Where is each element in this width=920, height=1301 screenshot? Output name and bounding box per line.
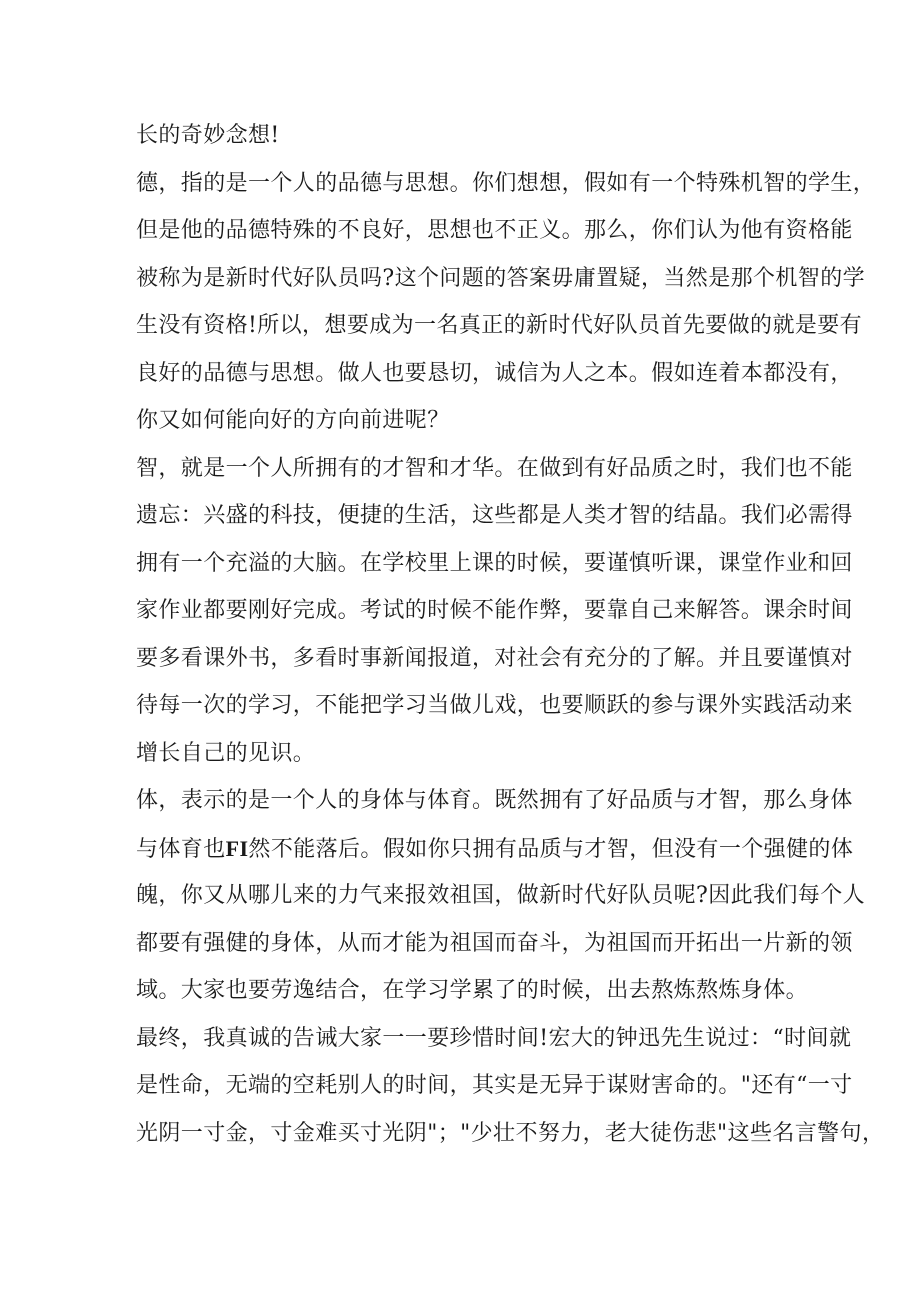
text-line: 待每一次的学习，不能把学习当做儿戏，也要顺跃的参与课外实践活动来 bbox=[136, 693, 853, 718]
text-line: 家作业都要刚好完成。考试的时候不能作弊，要靠自己来解答。课余时间 bbox=[136, 598, 853, 623]
paragraph-zhi bbox=[136, 445, 853, 778]
text-segment: 然不能落后。假如你只拥有品质与才智，但没有一个强健的体 bbox=[248, 836, 854, 862]
text-line: 拥有一个充溢的大脑。在学校里上课的时候，要谨慎听课，课堂作业和回 bbox=[136, 550, 853, 576]
text-line: 德，指的是一个人的品德与思想。你们想想，假如有一个特殊机智的学生， bbox=[136, 170, 876, 196]
text-line: 良好的品德与思想。做人也要恳切，诚信为人之本。假如连着本都没有， bbox=[136, 360, 853, 386]
paragraph-ti bbox=[136, 777, 865, 1015]
text-line: 生没有资格!所以，想要成为一名真正的新时代好队员首先要做的就是要有 bbox=[136, 313, 863, 338]
paragraph-zuizhong bbox=[136, 1015, 885, 1158]
document-body bbox=[136, 112, 885, 1157]
text-line: 增长自己的见识。 bbox=[136, 740, 316, 766]
text-line: 光阴一寸金，寸金难买寸光阴"；"少壮不努力，老大徒伤悲"这些名言警句， bbox=[136, 1120, 885, 1146]
text-segment: 与体育也 bbox=[136, 836, 226, 862]
text-line: 但是他的品德特殊的不良好，思想也不正义。那么，你们认为他有资格能 bbox=[136, 218, 853, 243]
text-line: 体，表示的是一个人的身体与体育。既然拥有了好品质与才智，那么身体 bbox=[136, 788, 853, 813]
text-line: 被称为是新时代好队员吗?这个问题的答案毋庸置疑，当然是那个机智的学 bbox=[136, 265, 865, 291]
paragraph-intro-tail bbox=[136, 112, 796, 160]
paragraph-de bbox=[136, 160, 876, 445]
text-line: 域。大家也要劳逸结合，在学习学累了的时候，出去熬炼熬炼身体。 bbox=[136, 978, 809, 1003]
text-line: 最终，我真诚的告诫大家一一要珍惜时间!宏大的钟迅先生说过：“时间就 bbox=[136, 1025, 852, 1051]
text-line: 要多看课外书，多看时事新闻报道，对社会有充分的了解。并且要谨慎对 bbox=[136, 645, 853, 671]
text-line-with-mark bbox=[136, 825, 854, 873]
text-line: 你又如何能向好的方向前进呢？ bbox=[136, 408, 450, 433]
text-line: 都要有强健的身体，从而才能为祖国而奋斗，为祖国而开拓出一片新的领 bbox=[136, 930, 853, 956]
text-line: 智，就是一个人所拥有的才智和才华。在做到有好品质之时，我们也不能 bbox=[136, 455, 853, 481]
text-line: 魄，你又从哪儿来的力气来报效祖国，做新时代好队员呢?因此我们每个人 bbox=[136, 883, 865, 908]
text-line: 长的奇妙念想! bbox=[136, 123, 280, 148]
text-line: 是性命，无端的空耗别人的时间，其实是无异于谋财害命的。"还有“一寸 bbox=[136, 1073, 853, 1098]
inline-mark: FI bbox=[225, 835, 249, 861]
text-line: 遗忘：兴盛的科技，便捷的生活，这些都是人类才智的结晶。我们必需得 bbox=[136, 503, 853, 528]
